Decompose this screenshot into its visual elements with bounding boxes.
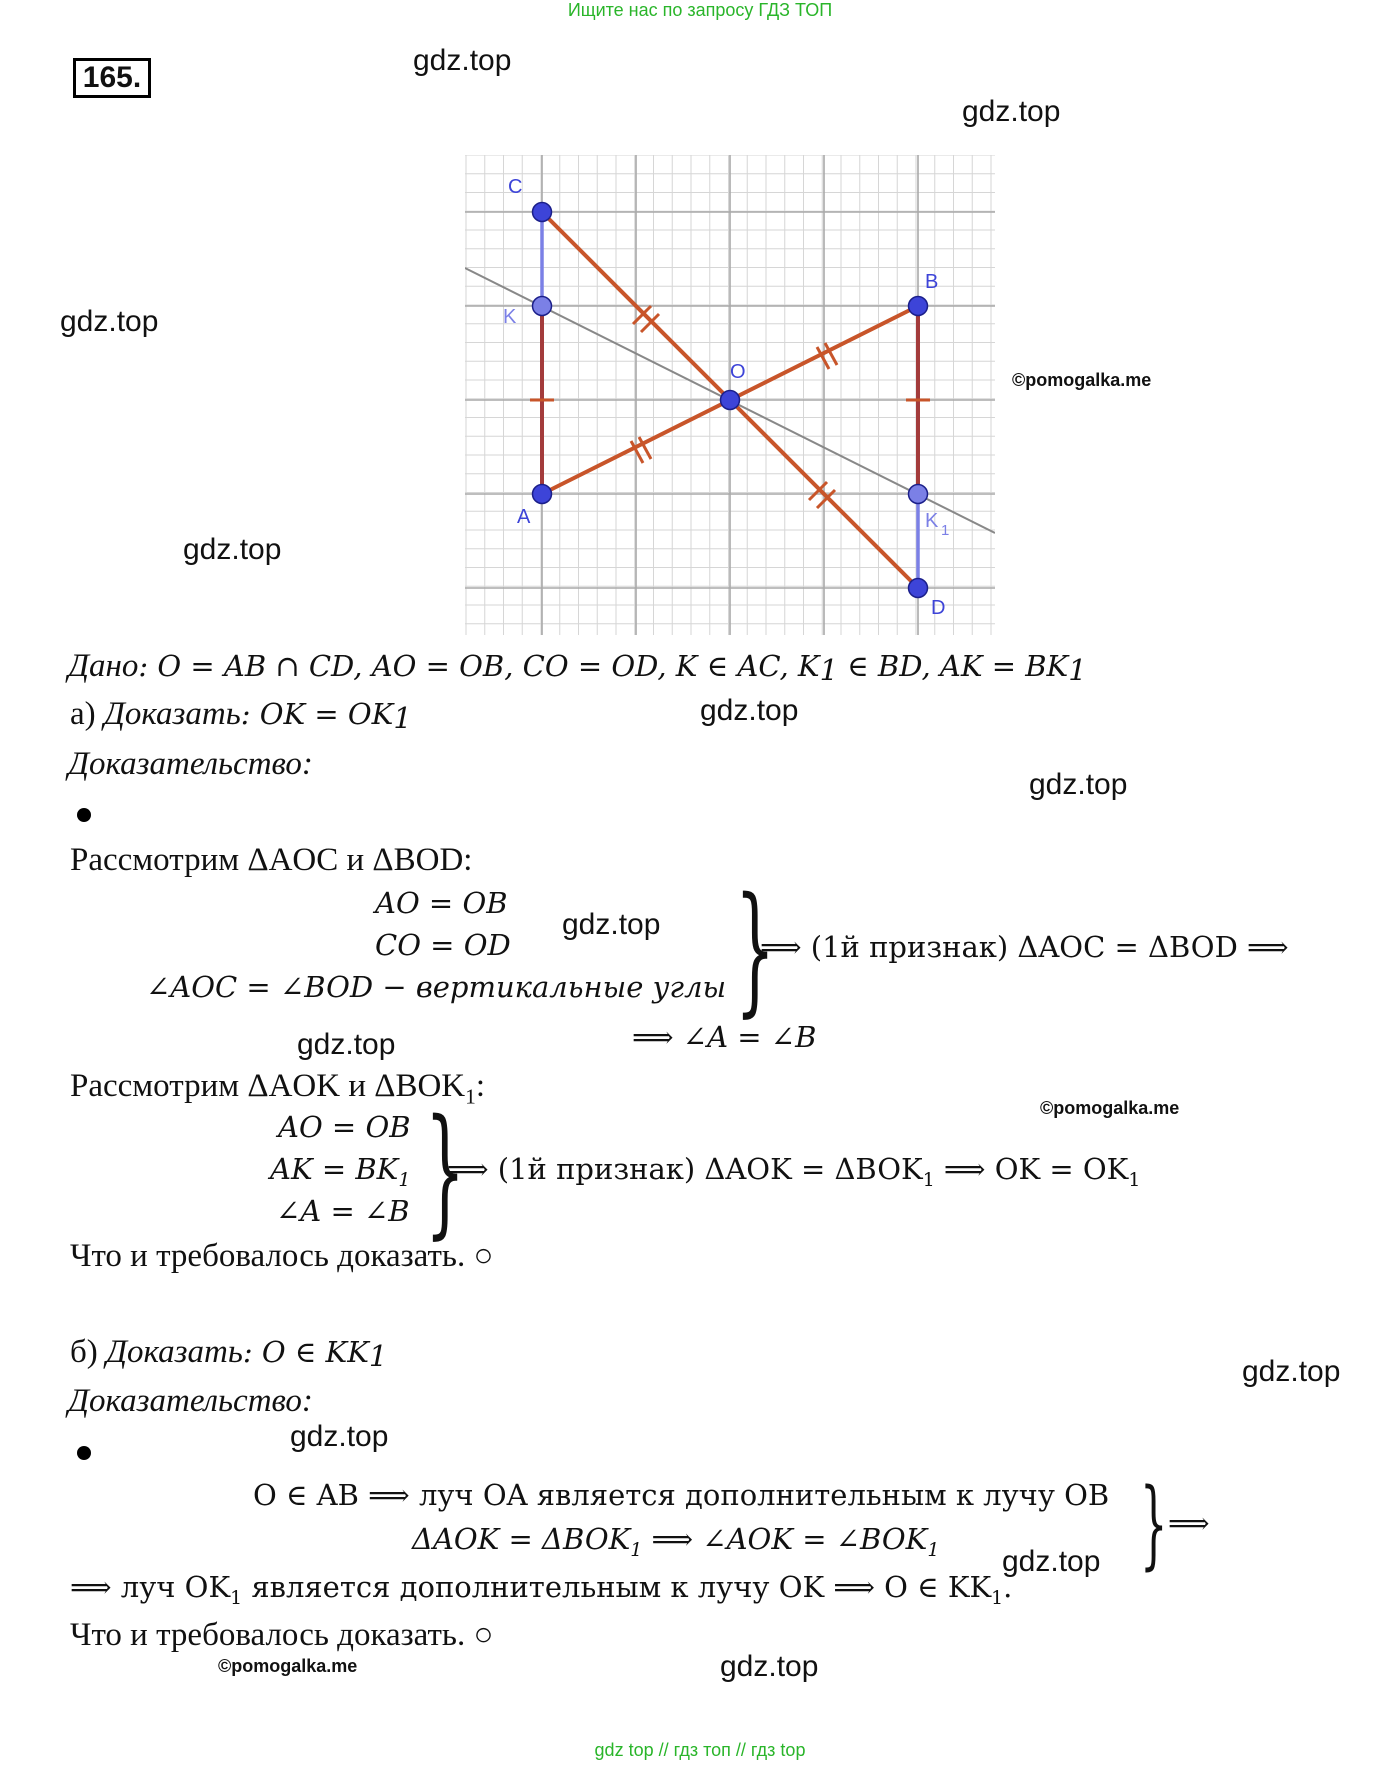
- label-k: K: [503, 306, 517, 328]
- proof-label-a: Доказательство:: [68, 746, 313, 782]
- watermark: gdz.top: [1029, 768, 1128, 801]
- implies-arrow: ⟹: [1168, 1506, 1210, 1540]
- ray-line-1: O ∈ AB ⟹ луч OA является дополнительным к лучу OB: [253, 1478, 1110, 1512]
- top-banner: Ищите нас по запросу ГДЗ ТОП: [567, 0, 833, 20]
- brace: }: [735, 868, 776, 1031]
- problem-number: 165.: [73, 58, 151, 98]
- result-ok-ok1: ⟹ (1й признак) $\Delta AOK = \Delta BOK_1$ ⟹ OK = $OK_1$: [447, 1152, 1141, 1191]
- given-line: Дано: O = AB ∩ CD, AO = OB, CO = OD, K ∈ AC, $K_1$ ∈ BD, AK = $BK_1$: [68, 648, 1087, 688]
- watermark: gdz.top: [413, 44, 512, 77]
- footer: gdz top // гдз топ // гдз top: [594, 1740, 806, 1760]
- copyright: ©pomogalka.me: [218, 1656, 358, 1676]
- watermark: gdz.top: [1242, 1355, 1341, 1388]
- consider-aoc-bod: Рассмотрим ΔAOC и ΔBOD:: [70, 842, 473, 878]
- label-b: B: [925, 271, 939, 293]
- qed-a: Что и требовалось доказать. ○: [70, 1238, 494, 1274]
- point-a: [533, 485, 552, 504]
- copyright: ©pomogalka.me: [1040, 1098, 1180, 1118]
- eq-co-od: CO = OD: [375, 928, 511, 962]
- given-label: Дано: [68, 648, 139, 684]
- consider-aok-bok1: Рассмотрим ΔAOK и $\Delta BOK_1$:: [70, 1068, 486, 1109]
- brace: }: [1140, 1468, 1168, 1580]
- result-angles-equal: ⟹ ∠A = ∠B: [632, 1020, 817, 1054]
- given-text: : O = AB ∩ CD, AO = OB, CO = OD, K ∈ AC, K: [138, 649, 820, 683]
- watermark: gdz.top: [562, 908, 661, 941]
- bullet: [77, 1446, 91, 1460]
- watermark: gdz.top: [183, 533, 282, 566]
- watermark: gdz.top: [60, 305, 159, 338]
- ray-conclusion: ⟹ луч $OK_1$ является дополнительным к лучу OK ⟹ O ∈ $KK_1$.: [70, 1570, 1013, 1609]
- part-a-task: а) Доказать: OK = $OK_1$: [70, 696, 412, 736]
- point-c: [533, 203, 552, 222]
- label-o: O: [730, 361, 746, 383]
- part-b-task: б) Доказать: O ∈ $KK_1$: [70, 1334, 388, 1374]
- ray-line-2: $\Delta AOK = \Delta BOK_1$ ⟹ ∠AOK = $\angle BOK_1$: [412, 1522, 940, 1561]
- watermark: gdz.top: [1002, 1545, 1101, 1578]
- bullet: [77, 808, 91, 822]
- watermark: gdz.top: [290, 1420, 389, 1453]
- qed-b: Что и требовалось доказать. ○: [70, 1617, 494, 1653]
- proof-label-b: Доказательство:: [68, 1383, 313, 1419]
- watermark: gdz.top: [297, 1028, 396, 1061]
- label-k1-sub: 1: [941, 522, 950, 539]
- label-a: A: [517, 506, 531, 528]
- point-o: [721, 391, 740, 410]
- copyright: ©pomogalka.me: [1012, 370, 1152, 390]
- label-c: C: [508, 176, 523, 198]
- watermark: gdz.top: [720, 1650, 819, 1683]
- watermark: gdz.top: [962, 95, 1061, 128]
- eq-ao-ob-2: AO = OB: [278, 1110, 411, 1144]
- label-d: D: [931, 597, 946, 619]
- point-b: [909, 297, 928, 316]
- point-k1: [909, 485, 928, 504]
- point-d: [909, 579, 928, 598]
- result-triangles-equal: ⟹ (1й признак) ΔAOC = ΔBOD ⟹: [760, 930, 1289, 964]
- label-k1: K: [925, 510, 939, 532]
- point-k: [533, 297, 552, 316]
- eq-ak-bk1: AK = $BK_1$: [270, 1152, 411, 1191]
- geometry-figure: [465, 155, 995, 635]
- eq-ao-ob: AO = OB: [375, 886, 508, 920]
- brace: }: [425, 1090, 466, 1253]
- eq-angle-a-b: ∠A = ∠B: [276, 1194, 410, 1228]
- watermark: gdz.top: [700, 694, 799, 727]
- eq-vertical-angles: ∠AOC = ∠BOD − вертикальные углы: [146, 970, 727, 1004]
